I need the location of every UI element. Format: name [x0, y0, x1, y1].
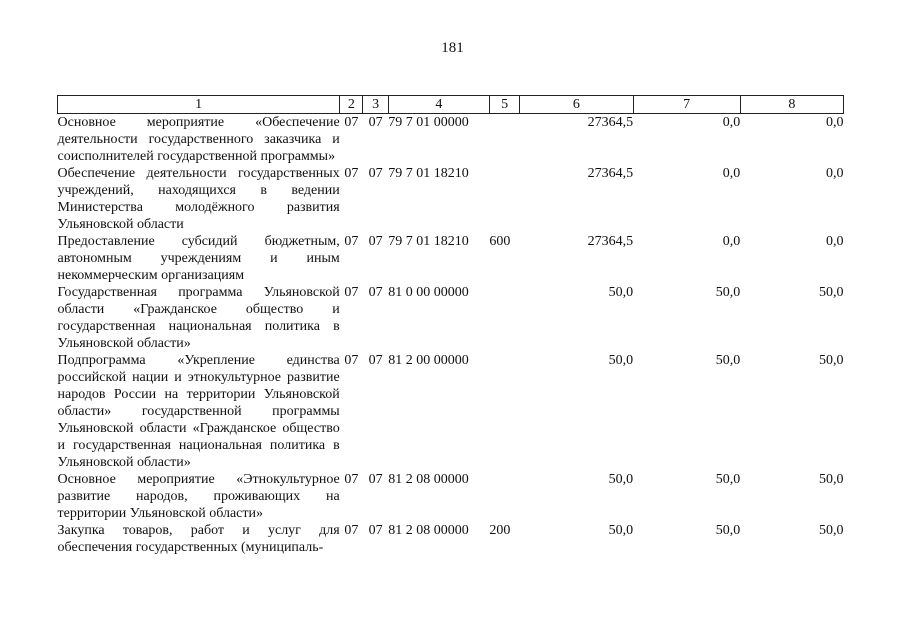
amount-col6: 50,0: [608, 353, 634, 368]
subsection-code: 07: [368, 472, 383, 487]
section-code: 07: [344, 166, 359, 181]
expense-type-code: 600: [489, 234, 511, 249]
row-name: Основное мероприятие «Этнокультурное развитие народов, проживающих на территории Ульяновской области»: [57, 472, 340, 521]
row-name: Основное мероприятие «Обеспечение деятельности государственного заказчика и соисполнителей государственной программы»: [57, 115, 340, 164]
subsection-code: 07: [368, 523, 383, 538]
amount-col8: 0,0: [826, 115, 844, 130]
target-code: 81 2 00 00000: [388, 353, 469, 368]
section-code: 07: [344, 285, 359, 300]
amount-col7: 50,0: [715, 523, 741, 538]
amount-col7: 0,0: [722, 166, 741, 181]
table-row: [58, 114, 844, 166]
target-code: 79 7 01 18210: [388, 234, 469, 249]
target-code: 79 7 01 18210: [388, 166, 469, 181]
row-name: Предоставление субсидий бюджетным, автономным учреждениям и иным некоммерческим организациям: [57, 234, 340, 283]
expense-type-code: [489, 114, 519, 166]
header-cell: 4: [388, 96, 489, 114]
expense-type-code: [489, 284, 519, 352]
target-code: 79 7 01 00000: [388, 115, 469, 130]
amount-col6: 50,0: [608, 523, 634, 538]
table-row: [58, 522, 844, 556]
row-name: Подпрограмма «Укрепление единства российской нации и этнокультурное развитие народов России на территории Ульяновской области» государственной программы Ульяновской области «Гражданское общество и государственная национальная политика в Ульяновской области»: [57, 353, 340, 470]
subsection-code: 07: [368, 285, 383, 300]
amount-col7: 50,0: [715, 472, 741, 487]
header-cell: 1: [58, 96, 340, 114]
amount-col6: 50,0: [608, 285, 634, 300]
section-code: 07: [344, 234, 359, 249]
header-cell: 5: [489, 96, 519, 114]
section-code: 07: [344, 472, 359, 487]
expense-type-code: [489, 471, 519, 522]
target-code: 81 2 08 00000: [388, 472, 469, 487]
table-row: [58, 233, 844, 284]
table-row: [58, 471, 844, 522]
target-code: 81 2 08 00000: [388, 523, 469, 538]
header-cell: 6: [520, 96, 633, 114]
amount-col7: 0,0: [722, 115, 741, 130]
section-code: 07: [344, 115, 359, 130]
subsection-code: 07: [368, 166, 383, 181]
amount-col6: 27364,5: [587, 115, 634, 130]
header-cell: 8: [740, 96, 843, 114]
amount-col6: 50,0: [608, 472, 634, 487]
header-cell: 3: [363, 96, 388, 114]
row-name: Обеспечение деятельности государственных учреждений, находящихся в ведении Министерства молодёжного развития Ульяновской области: [57, 166, 340, 232]
row-name: Закупка товаров, работ и услуг для обеспечения государственных (муниципаль-: [57, 523, 340, 555]
amount-col6: 27364,5: [587, 166, 634, 181]
table-row: [58, 165, 844, 233]
table-row: [58, 284, 844, 352]
header-cell: 2: [340, 96, 363, 114]
amount-col8: 50,0: [819, 353, 844, 368]
amount-col8: 0,0: [826, 234, 844, 249]
budget-table: [57, 95, 844, 556]
amount-col7: 0,0: [722, 234, 741, 249]
expense-type-code: [489, 165, 519, 233]
table-row: [58, 352, 844, 471]
header-cell: 7: [633, 96, 740, 114]
amount-col8: 50,0: [819, 472, 844, 487]
amount-col7: 50,0: [715, 285, 741, 300]
subsection-code: 07: [368, 353, 383, 368]
amount-col8: 0,0: [826, 166, 844, 181]
subsection-code: 07: [368, 115, 383, 130]
section-code: 07: [344, 523, 359, 538]
amount-col7: 50,0: [715, 353, 741, 368]
page-number: 181: [441, 40, 464, 56]
amount-col8: 50,0: [819, 523, 844, 538]
amount-col8: 50,0: [819, 285, 844, 300]
expense-type-code: [489, 352, 519, 471]
expense-type-code: 200: [489, 523, 511, 538]
amount-col6: 27364,5: [587, 234, 634, 249]
target-code: 81 0 00 00000: [388, 285, 469, 300]
header-row: [58, 96, 844, 114]
section-code: 07: [344, 353, 359, 368]
row-name: Государственная программа Ульяновской области «Гражданское общество и государственная национальная политика в Ульяновской области»: [57, 285, 340, 351]
subsection-code: 07: [368, 234, 383, 249]
